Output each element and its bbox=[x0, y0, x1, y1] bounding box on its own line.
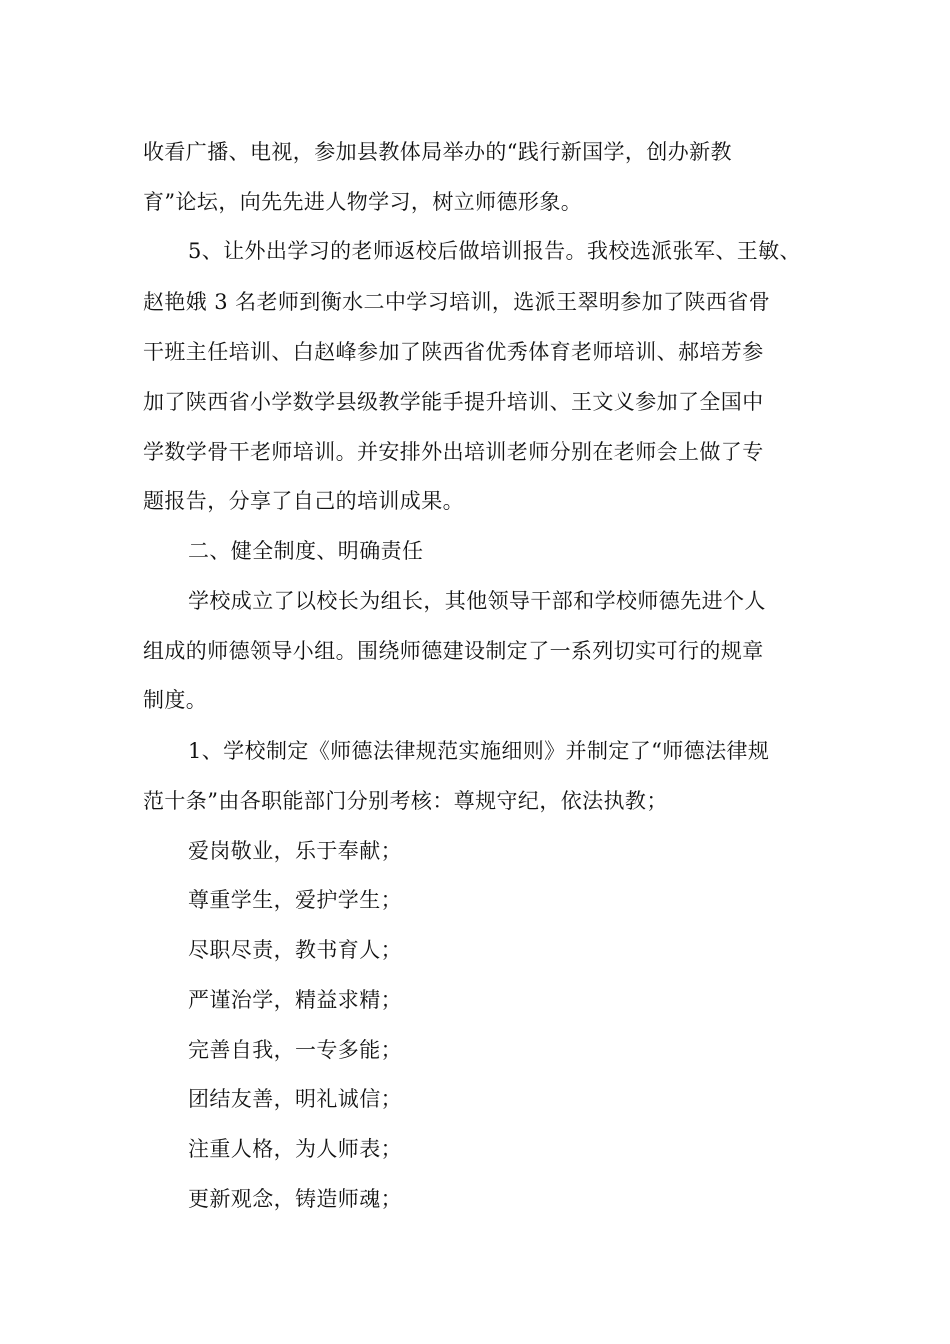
paragraph-line: 题报告，分享了自己的培训成果。 bbox=[143, 489, 464, 513]
list-item: 注重人格，为人师表； bbox=[188, 1137, 402, 1161]
paragraph-line: 育”论坛，向先先进人物学习，树立师德形象。 bbox=[143, 190, 583, 214]
paragraph-line: 赵艳娥 3 名老师到衡水二中学习培训，选派王翠明参加了陕西省骨 bbox=[143, 290, 771, 314]
paragraph-line: 1、学校制定《师德法律规范实施细则》并制定了“师德法律规 bbox=[188, 739, 770, 763]
list-item: 完善自我，一专多能； bbox=[188, 1038, 402, 1062]
list-item: 团结友善，明礼诚信； bbox=[188, 1087, 402, 1111]
paragraph-line: 加了陕西省小学数学县级教学能手提升培训、王文义参加了全国中 bbox=[143, 390, 764, 414]
list-item: 严谨治学，精益求精； bbox=[188, 988, 402, 1012]
paragraph-line: 制度。 bbox=[143, 688, 208, 712]
list-item: 更新观念，铸造师魂； bbox=[188, 1187, 402, 1211]
list-item: 爱岗敬业，乐于奉献； bbox=[188, 839, 402, 863]
list-item: 尊重学生，爱护学生； bbox=[188, 888, 402, 912]
paragraph-line: 范十条”由各职能部门分别考核：尊规守纪，依法执教； bbox=[143, 789, 668, 813]
list-item: 尽职尽责，教书育人； bbox=[188, 938, 402, 962]
paragraph-line: 收看广播、电视，参加县教体局举办的“践行新国学，创办新教 bbox=[143, 140, 732, 164]
paragraph-line: 组成的师德领导小组。围绕师德建设制定了一系列切实可行的规章 bbox=[143, 639, 764, 663]
paragraph-line: 学校成立了以校长为组长，其他领导干部和学校师德先进个人 bbox=[188, 589, 766, 613]
paragraph-line: 5、让外出学习的老师返校后做培训报告。我校选派张军、王敏、 bbox=[188, 239, 801, 263]
paragraph-line: 学数学骨干老师培训。并安排外出培训老师分别在老师会上做了专 bbox=[143, 440, 764, 464]
paragraph-line: 干班主任培训、白赵峰参加了陕西省优秀体育老师培训、郝培芳参 bbox=[143, 340, 764, 364]
section-heading: 二、健全制度、明确责任 bbox=[188, 539, 424, 563]
